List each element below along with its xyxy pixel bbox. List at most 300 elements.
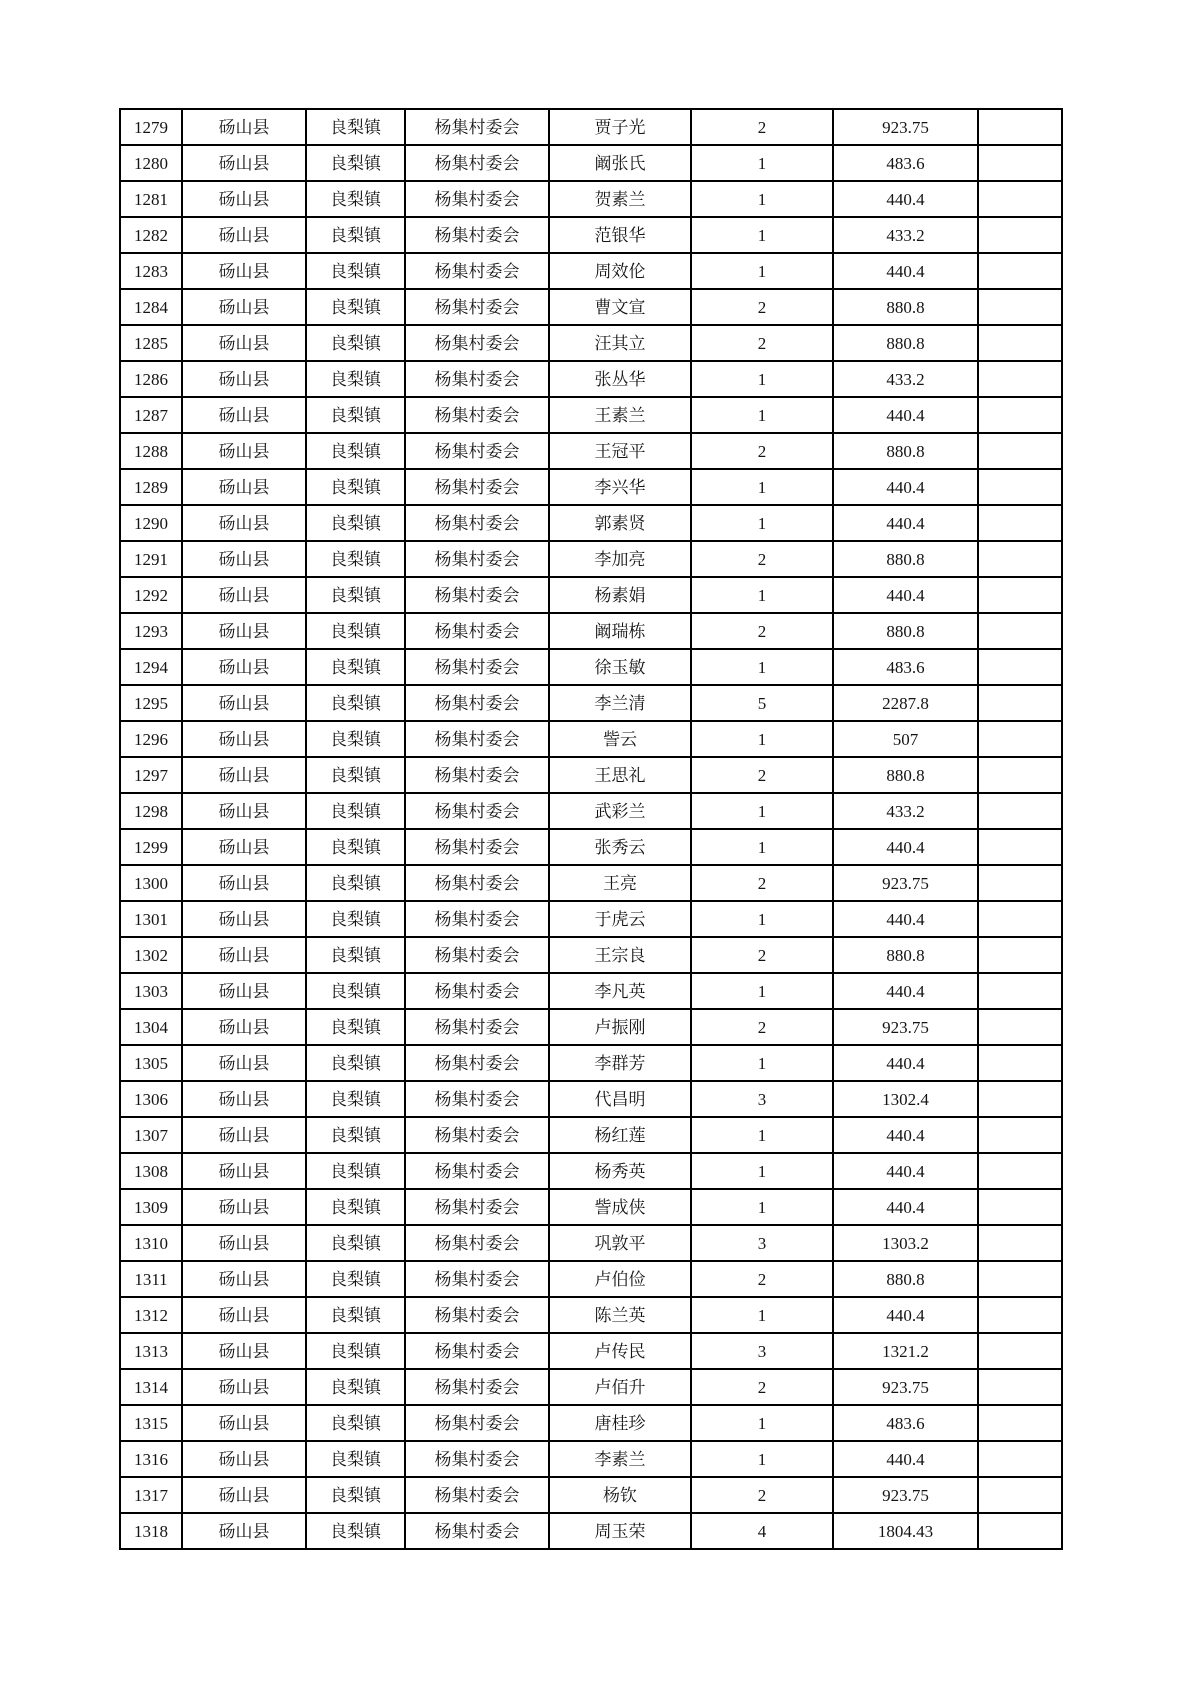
cell-note xyxy=(978,1009,1062,1045)
cell-serial: 1289 xyxy=(120,469,182,505)
cell-county: 砀山县 xyxy=(182,1261,306,1297)
cell-note xyxy=(978,649,1062,685)
cell-town: 良梨镇 xyxy=(306,541,405,577)
cell-note xyxy=(978,289,1062,325)
cell-town: 良梨镇 xyxy=(306,901,405,937)
cell-count: 1 xyxy=(691,361,833,397)
cell-name: 周玉荣 xyxy=(549,1513,691,1549)
cell-village: 杨集村委会 xyxy=(405,1081,549,1117)
cell-village: 杨集村委会 xyxy=(405,145,549,181)
table-row xyxy=(120,577,1062,613)
cell-note xyxy=(978,397,1062,433)
table-row xyxy=(120,1405,1062,1441)
cell-town: 良梨镇 xyxy=(306,937,405,973)
cell-amount: 440.4 xyxy=(833,397,978,433)
cell-serial: 1295 xyxy=(120,685,182,721)
cell-name: 李兴华 xyxy=(549,469,691,505)
cell-county: 砀山县 xyxy=(182,1045,306,1081)
cell-name: 王素兰 xyxy=(549,397,691,433)
cell-village: 杨集村委会 xyxy=(405,685,549,721)
cell-name: 卢佰升 xyxy=(549,1369,691,1405)
cell-village: 杨集村委会 xyxy=(405,829,549,865)
table-row xyxy=(120,973,1062,1009)
cell-serial: 1290 xyxy=(120,505,182,541)
cell-serial: 1297 xyxy=(120,757,182,793)
table-row xyxy=(120,1477,1062,1513)
cell-village: 杨集村委会 xyxy=(405,1189,549,1225)
cell-note xyxy=(978,721,1062,757)
cell-note xyxy=(978,793,1062,829)
cell-town: 良梨镇 xyxy=(306,1189,405,1225)
cell-serial: 1313 xyxy=(120,1333,182,1369)
cell-note xyxy=(978,253,1062,289)
cell-county: 砀山县 xyxy=(182,865,306,901)
cell-name: 徐玉敏 xyxy=(549,649,691,685)
cell-county: 砀山县 xyxy=(182,1117,306,1153)
cell-name: 唐桂珍 xyxy=(549,1405,691,1441)
cell-town: 良梨镇 xyxy=(306,865,405,901)
table-row xyxy=(120,253,1062,289)
cell-serial: 1283 xyxy=(120,253,182,289)
cell-village: 杨集村委会 xyxy=(405,397,549,433)
cell-amount: 923.75 xyxy=(833,865,978,901)
cell-serial: 1309 xyxy=(120,1189,182,1225)
cell-note xyxy=(978,901,1062,937)
cell-amount: 507 xyxy=(833,721,978,757)
table-row xyxy=(120,325,1062,361)
table-row xyxy=(120,1189,1062,1225)
cell-town: 良梨镇 xyxy=(306,469,405,505)
cell-count: 1 xyxy=(691,1045,833,1081)
cell-village: 杨集村委会 xyxy=(405,217,549,253)
cell-county: 砀山县 xyxy=(182,1513,306,1549)
table-row xyxy=(120,1081,1062,1117)
table-row xyxy=(120,397,1062,433)
cell-county: 砀山县 xyxy=(182,1081,306,1117)
roster-table-body xyxy=(120,109,1062,1549)
cell-name: 汪其立 xyxy=(549,325,691,361)
table-row xyxy=(120,1117,1062,1153)
cell-count: 2 xyxy=(691,937,833,973)
cell-serial: 1301 xyxy=(120,901,182,937)
cell-count: 2 xyxy=(691,1009,833,1045)
cell-serial: 1317 xyxy=(120,1477,182,1513)
cell-amount: 440.4 xyxy=(833,577,978,613)
cell-village: 杨集村委会 xyxy=(405,505,549,541)
cell-count: 1 xyxy=(691,901,833,937)
cell-name: 曹文宣 xyxy=(549,289,691,325)
cell-town: 良梨镇 xyxy=(306,253,405,289)
cell-count: 1 xyxy=(691,721,833,757)
cell-name: 卢传民 xyxy=(549,1333,691,1369)
cell-village: 杨集村委会 xyxy=(405,757,549,793)
cell-county: 砀山县 xyxy=(182,505,306,541)
table-row xyxy=(120,829,1062,865)
cell-note xyxy=(978,433,1062,469)
cell-note xyxy=(978,505,1062,541)
cell-count: 3 xyxy=(691,1081,833,1117)
cell-note xyxy=(978,973,1062,1009)
cell-count: 1 xyxy=(691,181,833,217)
cell-village: 杨集村委会 xyxy=(405,1153,549,1189)
cell-count: 1 xyxy=(691,145,833,181)
table-row xyxy=(120,865,1062,901)
cell-village: 杨集村委会 xyxy=(405,973,549,1009)
table-row xyxy=(120,613,1062,649)
table-row xyxy=(120,1369,1062,1405)
table-row xyxy=(120,1009,1062,1045)
cell-village: 杨集村委会 xyxy=(405,649,549,685)
cell-town: 良梨镇 xyxy=(306,181,405,217)
cell-amount: 440.4 xyxy=(833,1153,978,1189)
cell-amount: 483.6 xyxy=(833,145,978,181)
cell-county: 砀山县 xyxy=(182,613,306,649)
cell-amount: 440.4 xyxy=(833,1189,978,1225)
cell-name: 周效伦 xyxy=(549,253,691,289)
cell-count: 1 xyxy=(691,1405,833,1441)
cell-name: 王亮 xyxy=(549,865,691,901)
cell-serial: 1282 xyxy=(120,217,182,253)
table-row xyxy=(120,109,1062,145)
cell-village: 杨集村委会 xyxy=(405,937,549,973)
cell-note xyxy=(978,1513,1062,1549)
cell-count: 1 xyxy=(691,793,833,829)
cell-county: 砀山县 xyxy=(182,1225,306,1261)
cell-amount: 923.75 xyxy=(833,1009,978,1045)
cell-county: 砀山县 xyxy=(182,433,306,469)
cell-note xyxy=(978,181,1062,217)
cell-village: 杨集村委会 xyxy=(405,1009,549,1045)
cell-county: 砀山县 xyxy=(182,541,306,577)
cell-amount: 1321.2 xyxy=(833,1333,978,1369)
cell-town: 良梨镇 xyxy=(306,1333,405,1369)
cell-amount: 440.4 xyxy=(833,469,978,505)
cell-name: 阚张氏 xyxy=(549,145,691,181)
cell-village: 杨集村委会 xyxy=(405,1261,549,1297)
table-row xyxy=(120,1333,1062,1369)
cell-name: 卢振刚 xyxy=(549,1009,691,1045)
cell-village: 杨集村委会 xyxy=(405,433,549,469)
cell-amount: 433.2 xyxy=(833,361,978,397)
cell-note xyxy=(978,1369,1062,1405)
cell-note xyxy=(978,937,1062,973)
cell-village: 杨集村委会 xyxy=(405,1045,549,1081)
cell-county: 砀山县 xyxy=(182,937,306,973)
cell-amount: 483.6 xyxy=(833,649,978,685)
cell-count: 2 xyxy=(691,433,833,469)
cell-name: 阚瑞栋 xyxy=(549,613,691,649)
cell-count: 2 xyxy=(691,757,833,793)
cell-amount: 1804.43 xyxy=(833,1513,978,1549)
cell-town: 良梨镇 xyxy=(306,757,405,793)
cell-count: 1 xyxy=(691,649,833,685)
cell-amount: 440.4 xyxy=(833,1441,978,1477)
cell-count: 1 xyxy=(691,505,833,541)
cell-town: 良梨镇 xyxy=(306,721,405,757)
cell-name: 杨红莲 xyxy=(549,1117,691,1153)
cell-village: 杨集村委会 xyxy=(405,1297,549,1333)
cell-name: 杨素娟 xyxy=(549,577,691,613)
cell-county: 砀山县 xyxy=(182,109,306,145)
cell-name: 于虎云 xyxy=(549,901,691,937)
cell-name: 李素兰 xyxy=(549,1441,691,1477)
cell-count: 4 xyxy=(691,1513,833,1549)
cell-village: 杨集村委会 xyxy=(405,613,549,649)
cell-note xyxy=(978,361,1062,397)
table-row xyxy=(120,289,1062,325)
cell-note xyxy=(978,1477,1062,1513)
cell-amount: 440.4 xyxy=(833,973,978,1009)
cell-amount: 880.8 xyxy=(833,613,978,649)
cell-count: 1 xyxy=(691,217,833,253)
cell-serial: 1279 xyxy=(120,109,182,145)
cell-amount: 433.2 xyxy=(833,217,978,253)
cell-county: 砀山县 xyxy=(182,217,306,253)
cell-town: 良梨镇 xyxy=(306,973,405,1009)
cell-county: 砀山县 xyxy=(182,1441,306,1477)
cell-town: 良梨镇 xyxy=(306,1405,405,1441)
cell-amount: 880.8 xyxy=(833,325,978,361)
cell-village: 杨集村委会 xyxy=(405,1117,549,1153)
cell-name: 贾子光 xyxy=(549,109,691,145)
cell-count: 2 xyxy=(691,289,833,325)
cell-county: 砀山县 xyxy=(182,1333,306,1369)
table-row xyxy=(120,361,1062,397)
table-row xyxy=(120,181,1062,217)
table-row xyxy=(120,721,1062,757)
cell-amount: 880.8 xyxy=(833,937,978,973)
cell-serial: 1281 xyxy=(120,181,182,217)
cell-amount: 1303.2 xyxy=(833,1225,978,1261)
cell-serial: 1285 xyxy=(120,325,182,361)
cell-serial: 1288 xyxy=(120,433,182,469)
cell-count: 1 xyxy=(691,1153,833,1189)
cell-amount: 923.75 xyxy=(833,1369,978,1405)
cell-county: 砀山县 xyxy=(182,1477,306,1513)
table-row xyxy=(120,1225,1062,1261)
cell-town: 良梨镇 xyxy=(306,433,405,469)
cell-town: 良梨镇 xyxy=(306,1441,405,1477)
cell-village: 杨集村委会 xyxy=(405,1477,549,1513)
cell-town: 良梨镇 xyxy=(306,577,405,613)
cell-note xyxy=(978,577,1062,613)
table-row xyxy=(120,649,1062,685)
cell-count: 1 xyxy=(691,469,833,505)
cell-serial: 1315 xyxy=(120,1405,182,1441)
cell-serial: 1303 xyxy=(120,973,182,1009)
cell-note xyxy=(978,757,1062,793)
cell-amount: 433.2 xyxy=(833,793,978,829)
cell-village: 杨集村委会 xyxy=(405,1333,549,1369)
cell-note xyxy=(978,469,1062,505)
cell-name: 张丛华 xyxy=(549,361,691,397)
table-row xyxy=(120,469,1062,505)
cell-note xyxy=(978,1153,1062,1189)
table-row xyxy=(120,1513,1062,1549)
table-row xyxy=(120,433,1062,469)
cell-note xyxy=(978,685,1062,721)
cell-name: 巩敦平 xyxy=(549,1225,691,1261)
cell-amount: 483.6 xyxy=(833,1405,978,1441)
cell-name: 武彩兰 xyxy=(549,793,691,829)
table-row xyxy=(120,937,1062,973)
cell-village: 杨集村委会 xyxy=(405,325,549,361)
cell-town: 良梨镇 xyxy=(306,145,405,181)
cell-county: 砀山县 xyxy=(182,1153,306,1189)
cell-count: 1 xyxy=(691,253,833,289)
cell-count: 2 xyxy=(691,613,833,649)
cell-county: 砀山县 xyxy=(182,469,306,505)
cell-note xyxy=(978,613,1062,649)
cell-serial: 1312 xyxy=(120,1297,182,1333)
cell-town: 良梨镇 xyxy=(306,361,405,397)
cell-county: 砀山县 xyxy=(182,1009,306,1045)
cell-town: 良梨镇 xyxy=(306,109,405,145)
cell-town: 良梨镇 xyxy=(306,325,405,361)
cell-serial: 1318 xyxy=(120,1513,182,1549)
cell-village: 杨集村委会 xyxy=(405,901,549,937)
cell-village: 杨集村委会 xyxy=(405,1513,549,1549)
cell-county: 砀山县 xyxy=(182,1405,306,1441)
cell-town: 良梨镇 xyxy=(306,1477,405,1513)
cell-amount: 1302.4 xyxy=(833,1081,978,1117)
cell-note xyxy=(978,829,1062,865)
cell-count: 2 xyxy=(691,1477,833,1513)
cell-name: 张秀云 xyxy=(549,829,691,865)
cell-amount: 880.8 xyxy=(833,433,978,469)
cell-note xyxy=(978,1261,1062,1297)
cell-serial: 1300 xyxy=(120,865,182,901)
cell-count: 5 xyxy=(691,685,833,721)
cell-county: 砀山县 xyxy=(182,1297,306,1333)
cell-count: 3 xyxy=(691,1225,833,1261)
cell-name: 王宗良 xyxy=(549,937,691,973)
cell-town: 良梨镇 xyxy=(306,1009,405,1045)
cell-county: 砀山县 xyxy=(182,793,306,829)
cell-serial: 1302 xyxy=(120,937,182,973)
cell-count: 3 xyxy=(691,1333,833,1369)
cell-village: 杨集村委会 xyxy=(405,541,549,577)
cell-name: 范银华 xyxy=(549,217,691,253)
cell-serial: 1306 xyxy=(120,1081,182,1117)
cell-town: 良梨镇 xyxy=(306,397,405,433)
cell-amount: 2287.8 xyxy=(833,685,978,721)
cell-village: 杨集村委会 xyxy=(405,109,549,145)
cell-serial: 1284 xyxy=(120,289,182,325)
cell-note xyxy=(978,1081,1062,1117)
cell-serial: 1292 xyxy=(120,577,182,613)
cell-serial: 1314 xyxy=(120,1369,182,1405)
cell-serial: 1296 xyxy=(120,721,182,757)
cell-town: 良梨镇 xyxy=(306,217,405,253)
cell-count: 2 xyxy=(691,865,833,901)
cell-count: 1 xyxy=(691,1189,833,1225)
cell-amount: 880.8 xyxy=(833,757,978,793)
cell-town: 良梨镇 xyxy=(306,505,405,541)
cell-name: 杨钦 xyxy=(549,1477,691,1513)
cell-town: 良梨镇 xyxy=(306,1513,405,1549)
cell-amount: 440.4 xyxy=(833,901,978,937)
cell-note xyxy=(978,1225,1062,1261)
table-row xyxy=(120,145,1062,181)
cell-name: 郭素贤 xyxy=(549,505,691,541)
cell-town: 良梨镇 xyxy=(306,1045,405,1081)
cell-amount: 440.4 xyxy=(833,829,978,865)
cell-name: 卢伯俭 xyxy=(549,1261,691,1297)
cell-amount: 880.8 xyxy=(833,541,978,577)
cell-count: 1 xyxy=(691,1441,833,1477)
cell-count: 1 xyxy=(691,397,833,433)
cell-village: 杨集村委会 xyxy=(405,289,549,325)
cell-town: 良梨镇 xyxy=(306,1153,405,1189)
cell-village: 杨集村委会 xyxy=(405,793,549,829)
cell-note xyxy=(978,1405,1062,1441)
cell-village: 杨集村委会 xyxy=(405,469,549,505)
cell-count: 2 xyxy=(691,541,833,577)
table-row xyxy=(120,685,1062,721)
cell-village: 杨集村委会 xyxy=(405,1405,549,1441)
cell-serial: 1286 xyxy=(120,361,182,397)
cell-count: 2 xyxy=(691,325,833,361)
cell-town: 良梨镇 xyxy=(306,649,405,685)
cell-town: 良梨镇 xyxy=(306,289,405,325)
cell-serial: 1316 xyxy=(120,1441,182,1477)
cell-count: 1 xyxy=(691,577,833,613)
cell-county: 砀山县 xyxy=(182,397,306,433)
cell-name: 李兰清 xyxy=(549,685,691,721)
cell-serial: 1294 xyxy=(120,649,182,685)
cell-serial: 1293 xyxy=(120,613,182,649)
cell-amount: 440.4 xyxy=(833,253,978,289)
cell-serial: 1299 xyxy=(120,829,182,865)
table-row xyxy=(120,505,1062,541)
cell-town: 良梨镇 xyxy=(306,1225,405,1261)
cell-note xyxy=(978,1117,1062,1153)
cell-amount: 880.8 xyxy=(833,1261,978,1297)
table-row xyxy=(120,793,1062,829)
cell-county: 砀山县 xyxy=(182,181,306,217)
cell-name: 王思礼 xyxy=(549,757,691,793)
cell-county: 砀山县 xyxy=(182,289,306,325)
cell-name: 杨秀英 xyxy=(549,1153,691,1189)
cell-count: 2 xyxy=(691,1369,833,1405)
cell-name: 李凡英 xyxy=(549,973,691,1009)
cell-name: 李加亮 xyxy=(549,541,691,577)
cell-county: 砀山县 xyxy=(182,145,306,181)
cell-county: 砀山县 xyxy=(182,721,306,757)
table-row xyxy=(120,1153,1062,1189)
cell-county: 砀山县 xyxy=(182,253,306,289)
cell-village: 杨集村委会 xyxy=(405,577,549,613)
cell-county: 砀山县 xyxy=(182,973,306,1009)
roster-table xyxy=(119,108,1063,1550)
cell-village: 杨集村委会 xyxy=(405,181,549,217)
cell-county: 砀山县 xyxy=(182,1189,306,1225)
cell-count: 2 xyxy=(691,109,833,145)
table-row xyxy=(120,541,1062,577)
cell-note xyxy=(978,1297,1062,1333)
cell-town: 良梨镇 xyxy=(306,793,405,829)
cell-serial: 1304 xyxy=(120,1009,182,1045)
cell-town: 良梨镇 xyxy=(306,1297,405,1333)
cell-town: 良梨镇 xyxy=(306,613,405,649)
cell-serial: 1308 xyxy=(120,1153,182,1189)
cell-county: 砀山县 xyxy=(182,325,306,361)
cell-name: 訾成侠 xyxy=(549,1189,691,1225)
table-row xyxy=(120,1045,1062,1081)
cell-serial: 1287 xyxy=(120,397,182,433)
table-row xyxy=(120,217,1062,253)
